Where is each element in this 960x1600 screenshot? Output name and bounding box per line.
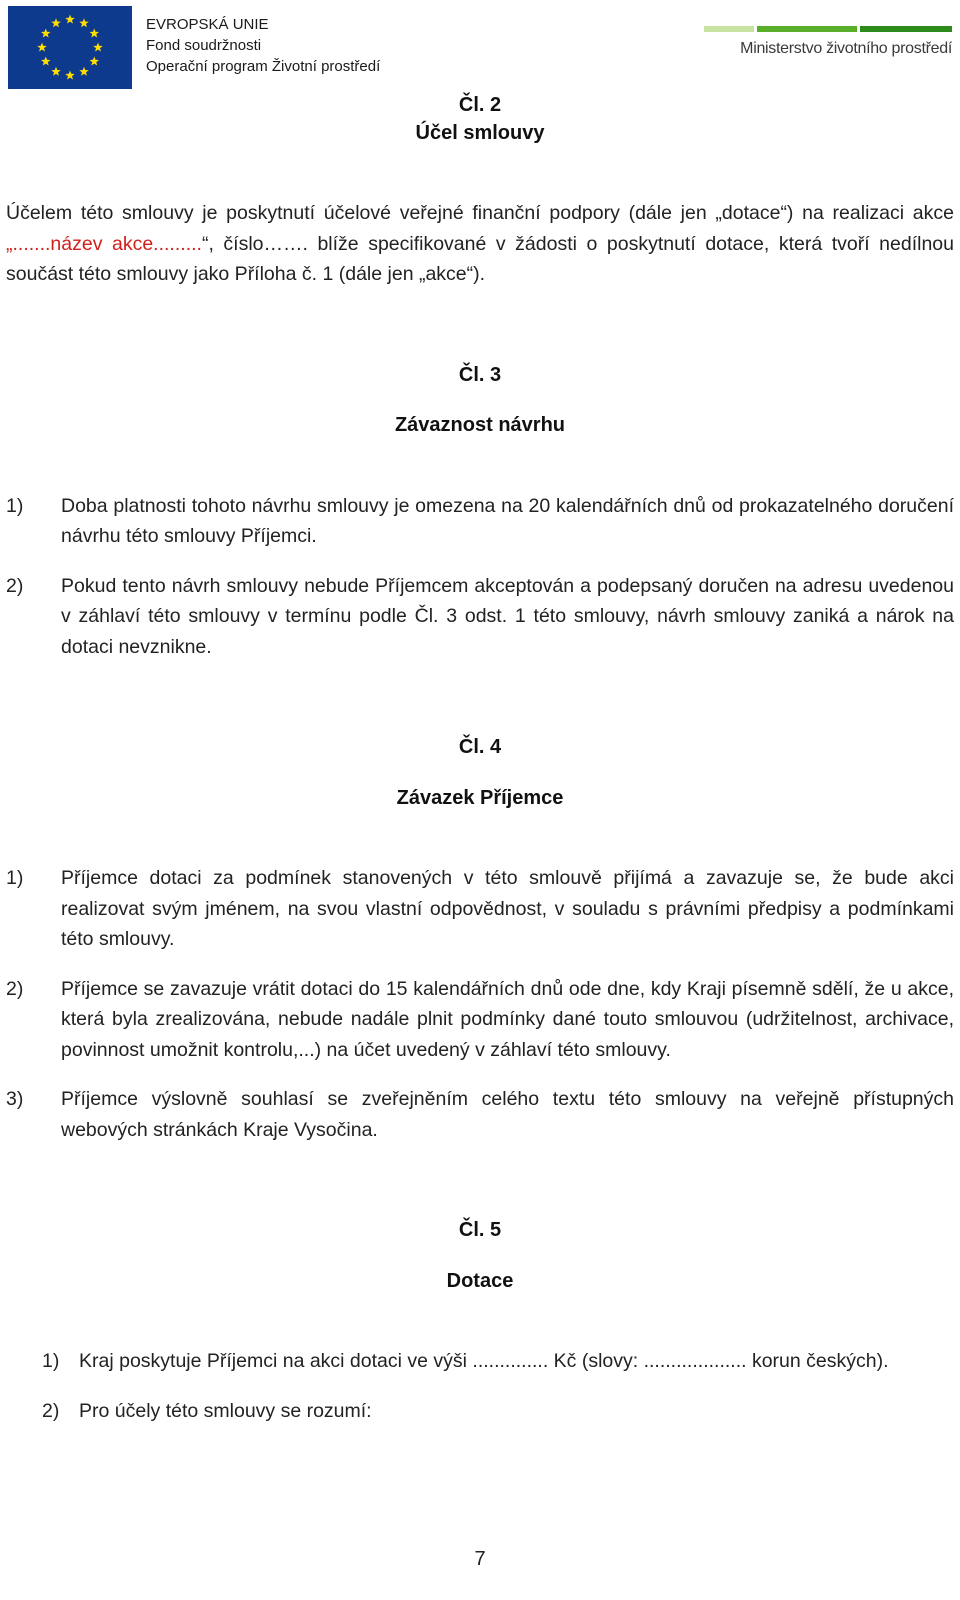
item-text: Příjemce se zavazuje vrátit dotaci do 15 kalendářních dnů ode dne, kdy Kraji písemně sdělí, že u akce, která byla zrealizována, nebude nadále plnit podmínky dané touto smlouvou (udržitelnost, archivace, povinnost umožnit kontrolu,...) na účet uvedený v záhlaví této smlouvy. [61, 977, 954, 1061]
article-3-number: Čl. 3 [458, 363, 502, 386]
eu-flag-logo [8, 6, 132, 89]
ministry-logo [704, 26, 952, 58]
item-number: 2) [6, 977, 24, 1000]
article-4-item-2 [6, 974, 954, 1066]
ministry-name: Ministerstvo životního prostředí [740, 40, 952, 57]
item-number: 1) [6, 494, 24, 517]
item-number: 3) [6, 1088, 24, 1110]
ministry-color-bar [704, 26, 952, 32]
eu-line-1: EVROPSKÁ UNIE [146, 16, 269, 33]
item-text: Pokud tento návrh smlouvy nebude Příjemcem akceptován a podepsaný doručen na adresu uvedenou v záhlaví této smlouvy v termínu podle Čl. 3 odst. 1 této smlouvy, návrh smlouvy zaniká a nárok na dotaci nevznikne. [61, 574, 954, 658]
document-body [6, 90, 954, 1426]
item-text: Příjemce dotaci za podmínek stanovených v této smlouvě přijímá a zavazuje se, že bude akci realizovat svým jménem, na svou vlastní odpovědnost, v souladu s právními předpisy a podmínkami této smlouvy. [61, 867, 954, 950]
article-2-title: Účel smlouvy [415, 121, 545, 144]
article-3-item-2 [6, 571, 954, 663]
article-3-item-1 [6, 491, 954, 552]
item-number: 2) [42, 1399, 60, 1422]
article-2-text-a: Účelem této smlouvy je poskytnutí účelové veřejné finanční podpory (dále jen „dotace“) na realizaci akce [6, 202, 954, 224]
page-header [0, 0, 960, 96]
item-text: Příjemce výslovně souhlasí se zveřejněním celého textu této smlouvy na veřejně přístupných webových stránkách Kraje Vysočina. [61, 1088, 954, 1141]
page-number: 7 [474, 1548, 486, 1570]
article-3-title: Závaznost návrhu [394, 414, 566, 436]
item-number: 1) [42, 1350, 60, 1372]
article-2-paragraph [6, 198, 954, 290]
article-4-title: Závazek Příjemce [396, 786, 564, 809]
item-text: Doba platnosti tohoto návrhu smlouvy je omezena na 20 kalendářních dnů od prokazatelného doručení návrhu této smlouvy Příjemci. [61, 494, 954, 547]
article-5-title: Dotace [446, 1269, 514, 1292]
article-5-number: Čl. 5 [458, 1219, 502, 1241]
action-name-placeholder: „.......název akce......... [6, 232, 202, 255]
item-number: 2) [6, 574, 24, 597]
article-2-number: Čl. 2 [458, 94, 502, 116]
item-number: 1) [6, 867, 24, 889]
eu-line-2: Fond soudržnosti [146, 37, 262, 54]
article-2-text-b: “, číslo……. blíže specifikované v žádosti o poskytnutí dotace, která tvoří nedílnou součást této smlouvy jako Příloha č. 1 (dále jen „akce“). [6, 232, 954, 285]
eu-line-3: Operační program Životní prostředí [146, 58, 381, 75]
article-4-item-1 [6, 863, 954, 955]
article-5-item-1 [6, 1346, 954, 1377]
article-4-number: Čl. 4 [458, 736, 502, 758]
item-text: Pro účely této smlouvy se rozumí: [79, 1399, 372, 1422]
item-text: Kraj poskytuje Příjemci na akci dotaci ve výši .............. Kč (slovy: ................... korun českých). [79, 1350, 889, 1372]
article-5-item-2 [6, 1396, 954, 1427]
eu-program-text [146, 14, 380, 77]
article-4-item-3 [6, 1084, 954, 1145]
